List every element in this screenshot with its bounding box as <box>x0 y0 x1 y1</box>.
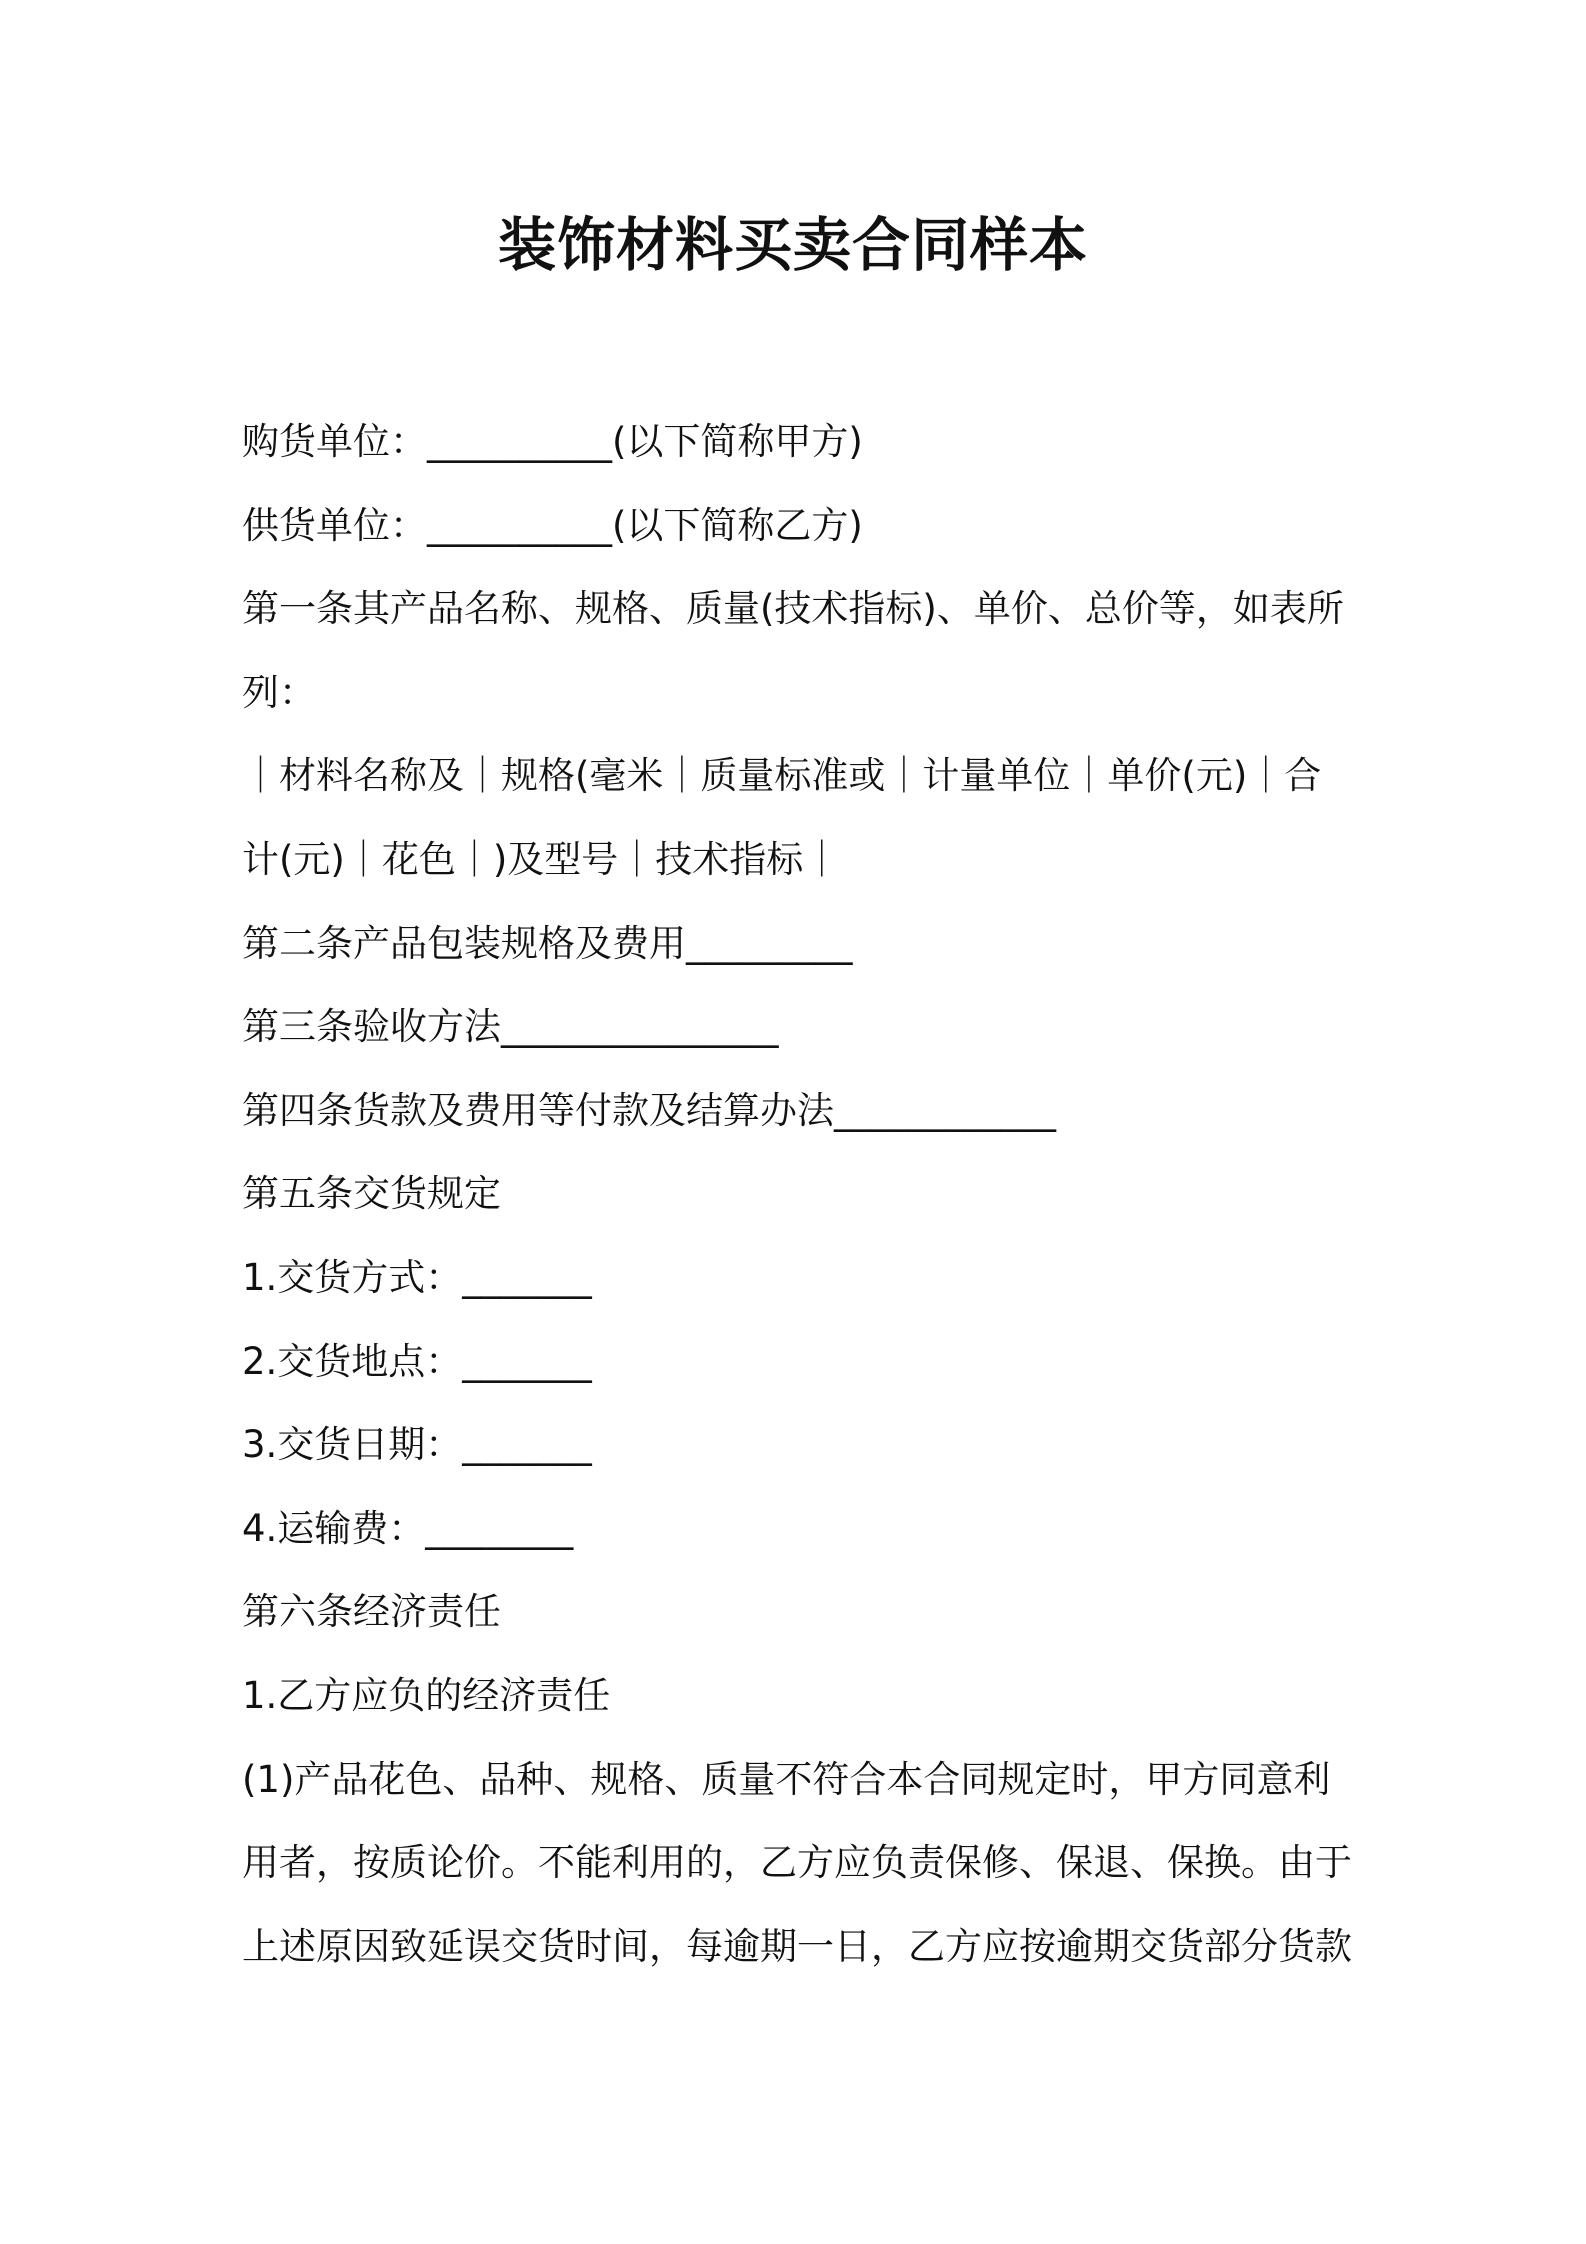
paragraph-line: 购货单位：__________(以下简称甲方) <box>242 420 863 463</box>
paragraph-line: 第四条货款及费用等付款及结算办法____________ <box>242 1088 1056 1132</box>
document-body <box>242 400 1362 1988</box>
paragraph-line: (1)产品花色、品种、规格、质量不符合本合同规定时，甲方同意利 <box>242 1757 1331 1801</box>
paragraph-line: 4.运输费：________ <box>242 1506 574 1550</box>
paragraph-line: 第五条交货规定 <box>242 1172 501 1216</box>
paragraph-line: 第二条产品包装规格及费用_________ <box>242 921 853 965</box>
paragraph-line: 上述原因致延误交货时间，每逾期一日，乙方应按逾期交货部分货款 <box>242 1924 1352 1968</box>
paragraph-line: 第六条经济责任 <box>242 1590 501 1634</box>
document-title: 装饰材料买卖合同样本 <box>497 211 1088 279</box>
paragraph-line: 供货单位：__________(以下简称乙方) <box>242 503 863 547</box>
paragraph-line: 第一条其产品名称、规格、质量(技术指标)、单价、总价等，如表所 <box>242 587 1344 631</box>
paragraph-line: 用者，按质论价。不能利用的，乙方应负责保修、保退、保换。由于 <box>242 1841 1352 1885</box>
paragraph-line: 列： <box>242 670 316 714</box>
paragraph-line: 第三条验收方法_______________ <box>242 1005 779 1049</box>
paragraph-line: 1.乙方应负的经济责任 <box>242 1673 611 1717</box>
paragraph-line: 3.交货日期：_______ <box>242 1423 592 1467</box>
paragraph-line: 计(元)｜花色｜)及型号｜技术指标｜ <box>242 837 841 881</box>
paragraph-line: 1.交货方式：_______ <box>242 1255 592 1299</box>
paragraph-line: 2.交货地点：_______ <box>242 1339 592 1383</box>
paragraph-line: ｜材料名称及｜规格(毫米｜质量标准或｜计量单位｜单价(元)｜合 <box>242 754 1322 798</box>
